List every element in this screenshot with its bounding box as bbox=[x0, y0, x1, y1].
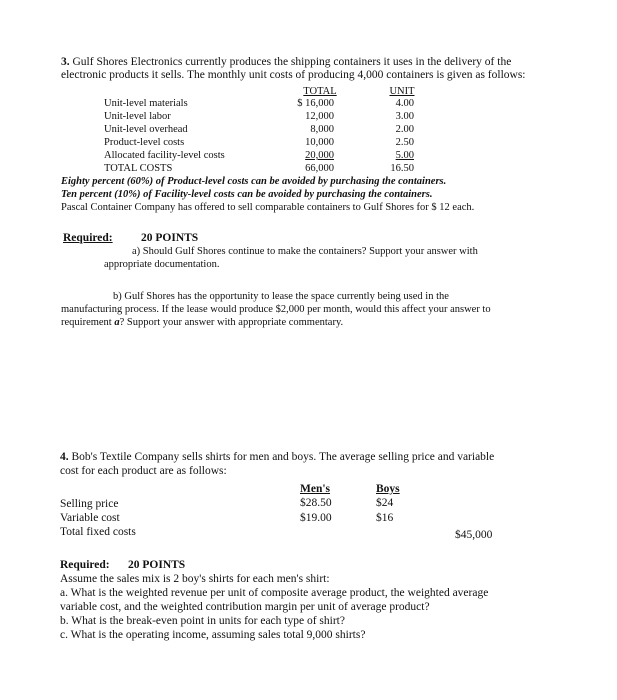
q4-required-label: Required: bbox=[60, 559, 110, 571]
q3-row-label: Allocated facility-level costs bbox=[104, 150, 225, 161]
q4-variable-cost-mens: $19.00 bbox=[300, 512, 332, 524]
q4-question-a-line1: a. What is the weighted revenue per unit of composite average product, the weighted average bbox=[60, 587, 489, 599]
q4-assume: Assume the sales mix is 2 boy's shirts for each men's shirt: bbox=[60, 573, 330, 585]
q3-row-label: Product-level costs bbox=[104, 137, 185, 148]
q4-selling-price-label: Selling price bbox=[60, 498, 119, 510]
q3-total-label: TOTAL COSTS bbox=[104, 163, 173, 174]
q3-intro-line2: electronic products it sells. The monthly unit costs of producing 4,000 containers is given as follows: bbox=[61, 69, 526, 81]
q4-intro-line1 bbox=[60, 451, 494, 464]
q3-note-product-level: Eighty percent (60%) of Product-level costs can be avoided by purchasing the containers. bbox=[61, 176, 447, 187]
q4-col-mens-header: Men's bbox=[300, 483, 331, 495]
q3-row-label: Unit-level materials bbox=[104, 98, 188, 109]
q3-required-label: Required: bbox=[63, 232, 113, 244]
q3-note-facility-level: Ten percent (10%) of Facility-level costs can be avoided by purchasing the containers. bbox=[61, 189, 433, 200]
q3-total-value: 66,000 bbox=[305, 163, 334, 174]
q4-variable-cost-boys: $16 bbox=[376, 512, 394, 524]
q4-intro-line2: cost for each product are as follows: bbox=[60, 465, 227, 477]
q3-intro-line1 bbox=[61, 56, 575, 69]
q4-variable-cost-label: Variable cost bbox=[60, 512, 120, 524]
q3-row-total: 12,000 bbox=[305, 111, 334, 122]
q4-col-boys-header: Boys bbox=[376, 483, 400, 495]
q4-question-b: b. What is the break-even point in units for each type of shirt? bbox=[60, 615, 345, 627]
q3-row-total: 20,000 bbox=[305, 150, 334, 161]
q3-part-b-line2: manufacturing process. If the lease would produce $2,000 per month, would this affect your answer to bbox=[61, 304, 491, 315]
q4-number: 4. bbox=[60, 451, 69, 463]
q3-part-b-line3-pre: requirement bbox=[61, 317, 115, 328]
q3-row-unit: 3.00 bbox=[395, 111, 414, 122]
q3-row-total: $ 16,000 bbox=[297, 98, 334, 109]
q3-col-unit-header: UNIT bbox=[389, 86, 415, 97]
q3-row-unit: 2.50 bbox=[395, 137, 414, 148]
q3-row-label: Unit-level overhead bbox=[104, 124, 188, 135]
q3-part-a-line2: appropriate documentation. bbox=[104, 259, 220, 270]
q4-fixed-costs-value: $45,000 bbox=[455, 529, 493, 541]
q3-row-label: Unit-level labor bbox=[104, 111, 171, 122]
q3-row-unit: 5.00 bbox=[395, 150, 414, 161]
q3-number: 3. bbox=[61, 56, 70, 68]
q3-row-unit: 2.00 bbox=[395, 124, 414, 135]
q3-part-b-line1: b) Gulf Shores has the opportunity to lease the space currently being used in the bbox=[113, 291, 449, 302]
q4-question-c: c. What is the operating income, assuming sales total 9,000 shirts? bbox=[60, 629, 366, 641]
q4-points: 20 POINTS bbox=[128, 559, 186, 571]
q3-row-total: 8,000 bbox=[310, 124, 334, 135]
q3-part-b-line3-post: ? Support your answer with appropriate commentary. bbox=[119, 317, 344, 328]
q3-intro-text-1: Gulf Shores Electronics currently produces the shipping containers it uses in the delivery of the bbox=[72, 56, 512, 68]
q3-part-a-line1: a) Should Gulf Shores continue to make the containers? Support your answer with bbox=[132, 246, 478, 257]
q3-col-total-header: TOTAL bbox=[303, 86, 337, 97]
q4-fixed-costs-label: Total fixed costs bbox=[60, 526, 136, 538]
q3-part-b-requirement-ref: a bbox=[114, 317, 120, 328]
q3-row-total: 10,000 bbox=[305, 137, 334, 148]
q3-row-unit: 4.00 bbox=[395, 98, 414, 109]
q4-selling-price-boys: $24 bbox=[376, 497, 394, 509]
q4-selling-price-mens: $28.50 bbox=[300, 497, 332, 509]
q3-offer: Pascal Container Company has offered to sell comparable containers to Gulf Shores for $ 12 each. bbox=[61, 202, 475, 213]
q3-total-unit: 16.50 bbox=[390, 163, 414, 174]
q4-question-a-line2: variable cost, and the weighted contribution margin per unit of average product? bbox=[60, 601, 430, 613]
q3-part-b-line3 bbox=[61, 317, 343, 329]
q4-intro-text-1: Bob's Textile Company sells shirts for men and boys. The average selling price and variable bbox=[68, 451, 495, 463]
q3-points: 20 POINTS bbox=[141, 232, 199, 244]
